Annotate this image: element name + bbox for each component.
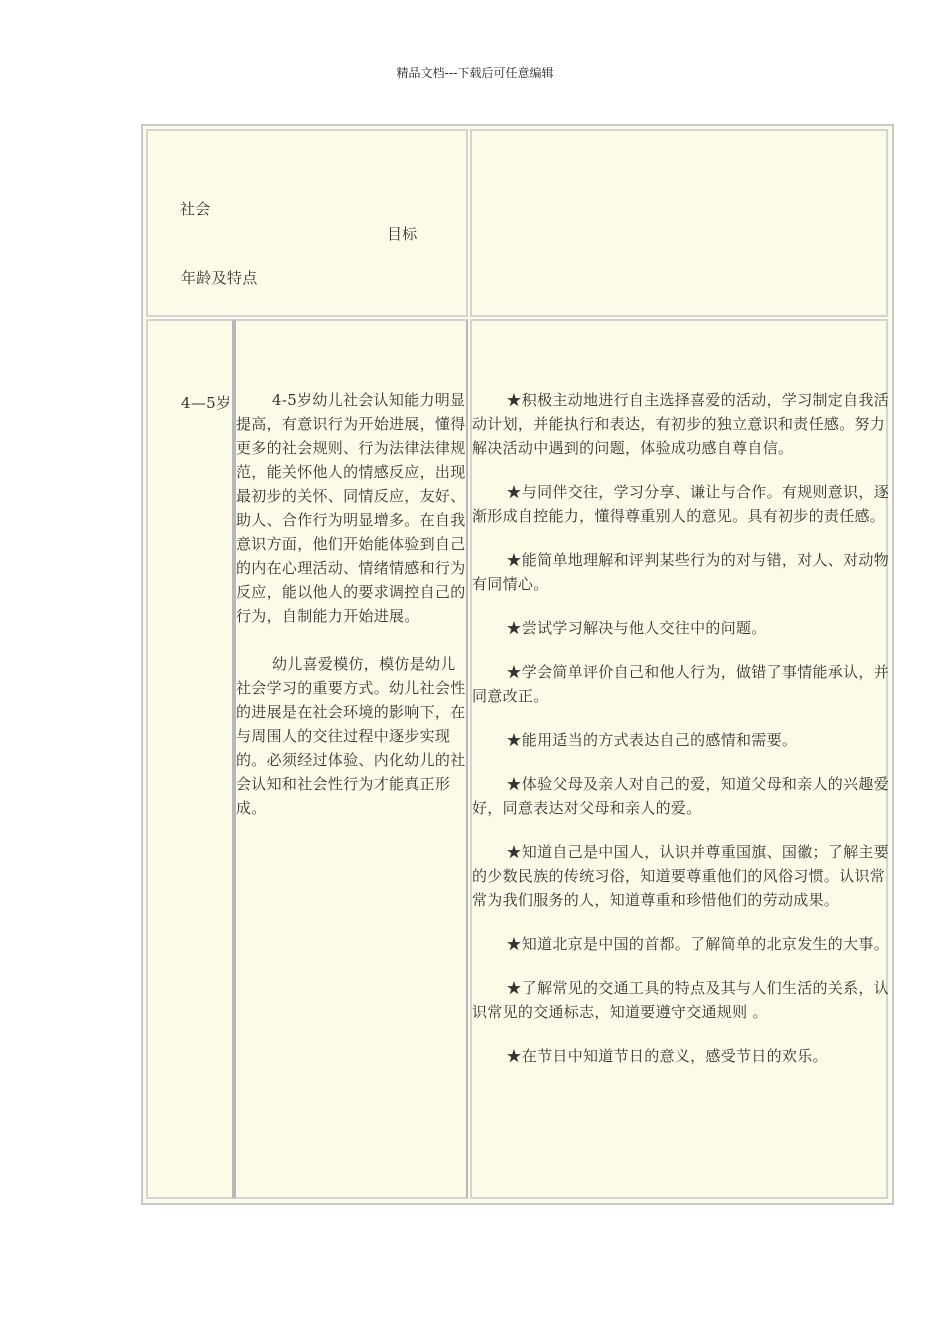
goal-item: ★能用适当的方式表达自己的感情和需要。 (506, 731, 798, 749)
goal-item: ★尝试学习解决与他人交往中的问题。 (506, 619, 767, 637)
header-goal-label: 目标 (387, 225, 418, 243)
goal-item: ★知道自己是中国人，认识并尊重国旗、国徽；了解主要的少数民族的传统习俗，知道要尊重他们的风俗习惯。认识常常为我们服务的人，知道尊重和珍惜他们的劳动成果。 (472, 843, 890, 909)
header-age-label: 年龄及特点 (181, 269, 258, 287)
goal-item: ★体验父母及亲人对自己的爱，知道父母和亲人的兴趣爱好，同意表达对父母和亲人的爱。 (472, 775, 890, 817)
curriculum-table (141, 124, 894, 1205)
age-range-label: 4—5岁 (181, 394, 232, 412)
description-paragraph: 4-5岁幼儿社会认知能力明显提高，有意识行为开始进展，懂得更多的社会规则、行为法律法律规范，能关怀他人的情感反应，出现最初步的关怀、同情反应，友好、助人、合作行为明显增多。在自我意识方面，他们开始能体验到自己的内在心理活动、情绪情感和行为反应，能以他人的要求调控自己的行为，自制能力开始进展。 (236, 391, 466, 625)
goal-item: ★了解常见的交通工具的特点及其与人们生活的关系，认识常见的交通标志，知道要遵守交通规则 。 (472, 979, 890, 1021)
goal-item: ★在节日中知道节日的意义，感受节日的欢乐。 (506, 1047, 828, 1065)
page-header-watermark: 精品文档---下载后可任意编辑 (396, 66, 554, 80)
header-domain-label: 社会 (180, 200, 211, 218)
age-characteristics-text (236, 388, 468, 844)
description-paragraph: 幼儿喜爱模仿，模仿是幼儿社会学习的重要方式。幼儿社会性的进展是在社会环境的影响下，在与周围人的交往过程中逐步实现的。必须经过体验、内化幼儿的社会认知和社会性行为才能真正形成。 (236, 655, 466, 817)
header-cell-domain (470, 129, 888, 317)
goal-item: ★学会简单评价自己和他人行为，做错了事情能承认，并同意改正。 (472, 663, 890, 705)
goal-item: ★知道北京是中国的首都。了解简单的北京发生的大事。 (506, 935, 890, 953)
social-goals-list (472, 388, 894, 1088)
goal-item: ★能简单地理解和评判某些行为的对与错，对人、对动物有同情心。 (472, 551, 890, 593)
goal-item: ★与同伴交往，学习分享、谦让与合作。有规则意识，逐渐形成自控能力，懂得尊重别人的意见。具有初步的责任感。 (472, 483, 890, 525)
age-cell (146, 319, 235, 1199)
goal-item: ★积极主动地进行自主选择喜爱的活动，学习制定自我活动计划，并能执行和表达，有初步的独立意识和责任感。努力解决活动中遇到的问题，体验成功感自尊自信。 (472, 391, 890, 457)
